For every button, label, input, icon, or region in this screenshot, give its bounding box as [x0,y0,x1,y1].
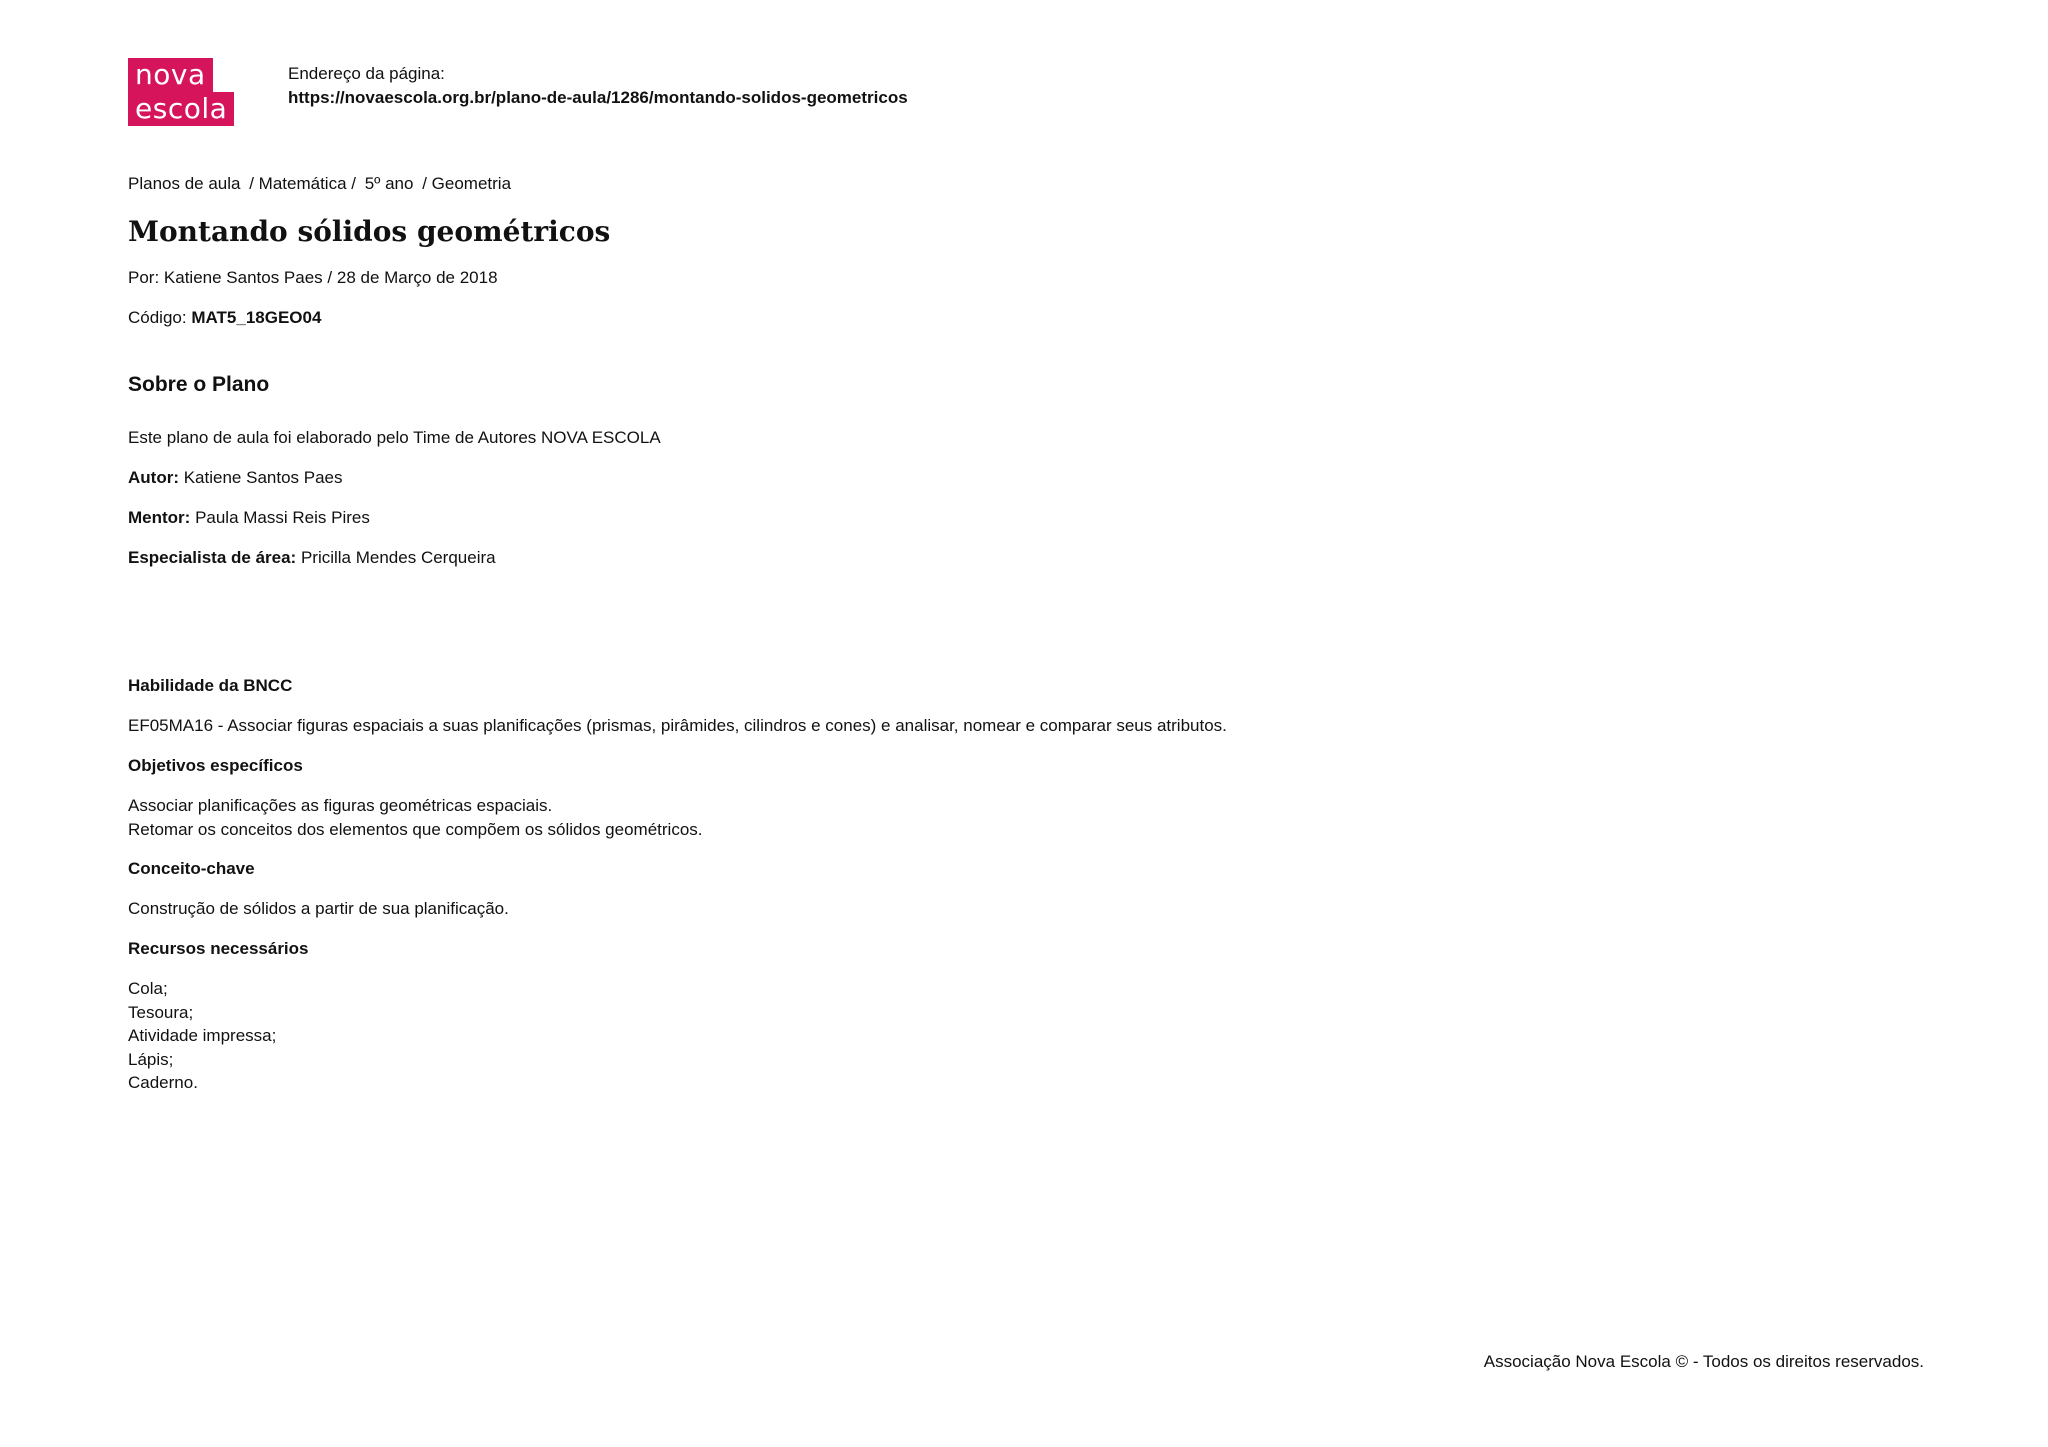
section-spacer [128,586,1928,674]
breadcrumb-item[interactable]: Planos de aula [128,174,241,193]
logo-line-escola: escola [128,92,234,126]
about-mentor [128,506,1928,530]
resource-item: Caderno. [128,1073,198,1092]
resource-item: Cola; [128,979,168,998]
lesson-code-value: MAT5_18GEO04 [191,308,322,327]
logo-line-nova: nova [128,58,213,92]
about-specialist-value: Pricilla Mendes Cerqueira [300,548,496,567]
bncc-heading: Habilidade da BNCC [128,676,293,695]
page-title: Montando sólidos geométricos [128,215,611,248]
about-author-label: Autor: [128,468,179,487]
about-heading: Sobre o Plano [128,373,270,396]
objective-item: Associar planificações as figuras geométricas espaciais. [128,796,553,815]
bncc-text: EF05MA16 - Associar figuras espaciais a suas planificações (prismas, pirâmides, cilindros e cones) e analisar, nomear e comparar seus atributos. [128,716,1227,735]
objectives-heading: Objetivos específicos [128,756,303,775]
about-author-value: Katiene Santos Paes [183,468,343,487]
byline-author: Por: Katiene Santos Paes / [128,268,333,287]
objectives-list [128,794,1928,841]
about-specialist-label: Especialista de área: [128,548,297,567]
objective-item: Retomar os conceitos dos elementos que compõem os sólidos geométricos. [128,819,703,839]
key-concept-heading: Conceito-chave [128,859,255,878]
breadcrumb [128,172,1928,196]
breadcrumb-item[interactable]: / Matemática / [249,174,356,193]
resource-item: Atividade impressa; [128,1026,277,1045]
page-address [288,62,908,110]
key-concept-text: Construção de sólidos a partir de sua planificação. [128,899,509,918]
breadcrumb-item[interactable]: 5º ano [364,174,414,193]
about-author [128,466,1928,490]
nova-escola-logo [128,58,236,126]
resources-list [128,977,1928,1095]
footer-copyright: Associação Nova Escola © - Todos os direitos reservados. [1483,1352,1924,1371]
byline [128,266,1928,290]
resources-heading: Recursos necessários [128,939,309,958]
about-specialist [128,546,1928,570]
lesson-code [128,306,1928,330]
lesson-plan-content [128,172,1928,1111]
resource-item: Tesoura; [128,1002,194,1022]
page-address-url[interactable]: https://novaescola.org.br/plano-de-aula/1286/montando-solidos-geometricos [288,88,908,107]
about-mentor-label: Mentor: [128,508,191,527]
about-intro: Este plano de aula foi elaborado pelo Time de Autores NOVA ESCOLA [128,428,661,447]
breadcrumb-item[interactable]: / Geometria [422,174,512,193]
byline-date: 28 de Março de 2018 [336,268,498,287]
about-mentor-value: Paula Massi Reis Pires [195,508,370,527]
lesson-code-label: Código: [128,308,187,327]
page-address-label: Endereço da página: [288,64,445,83]
resource-item: Lápis; [128,1049,174,1069]
